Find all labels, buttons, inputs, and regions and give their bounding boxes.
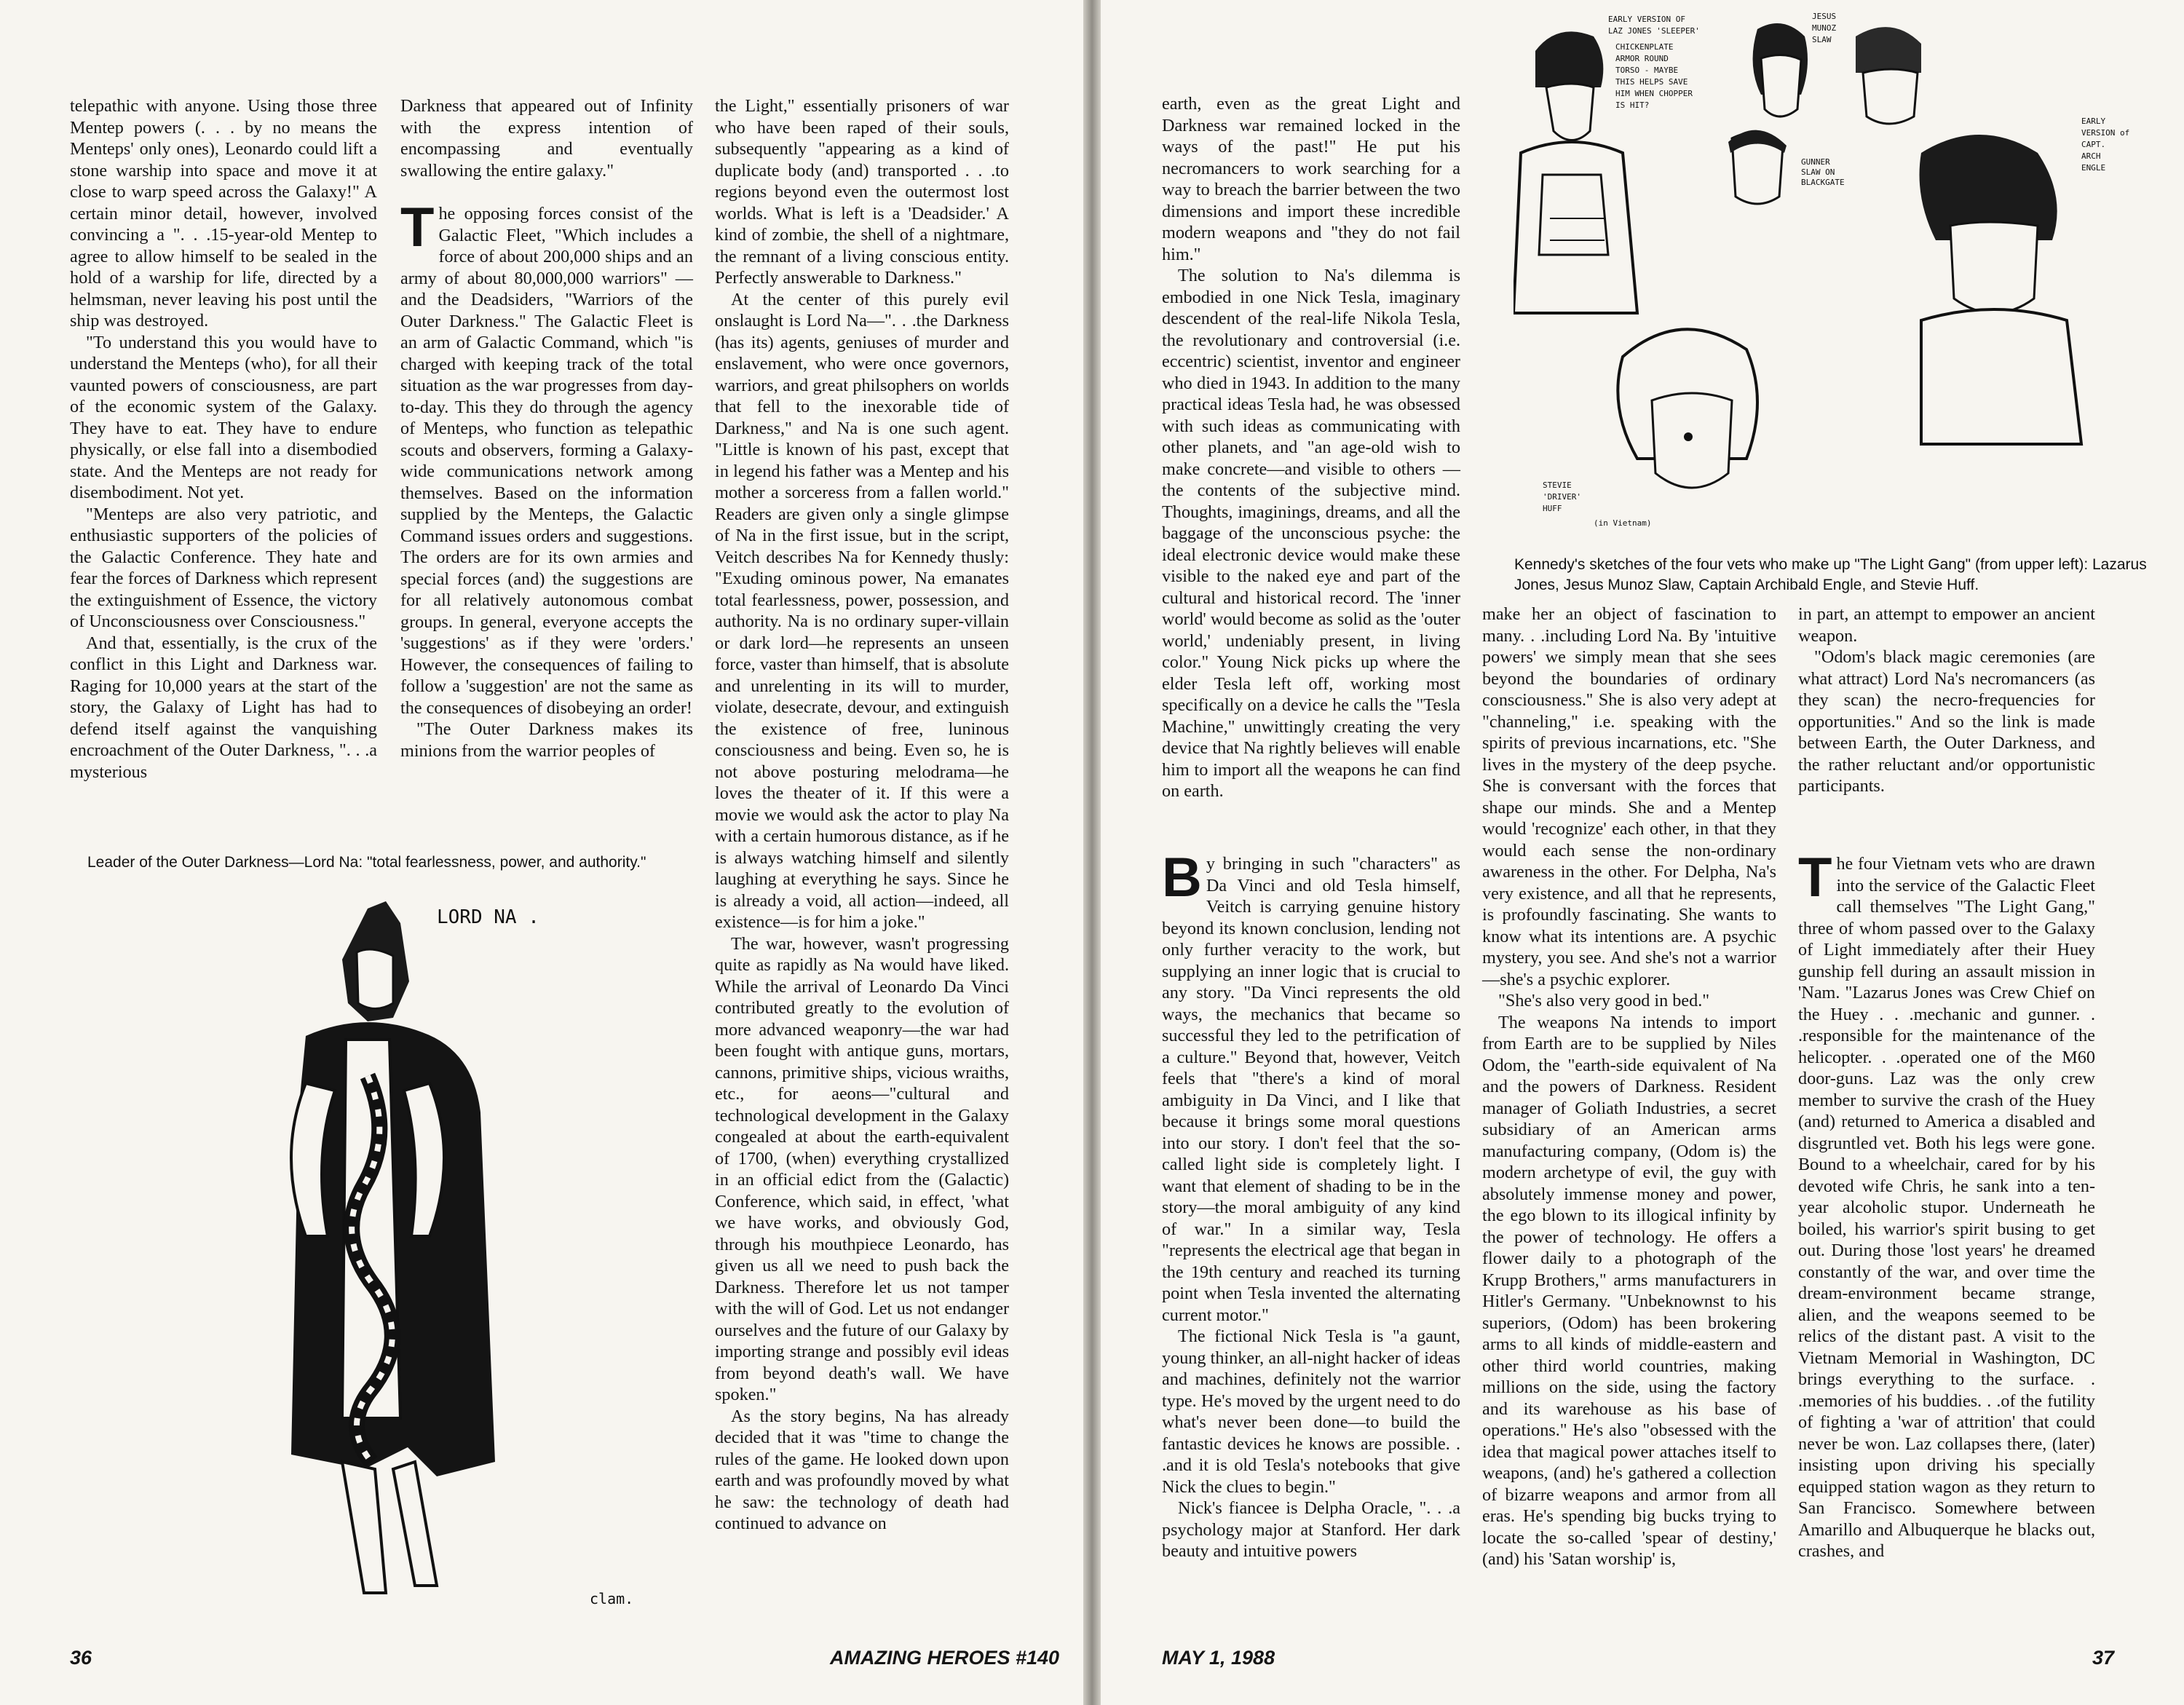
left-column-1 [70, 95, 377, 783]
paragraph: the Light," essentially prisoners of war who have been raped of their souls, subsequently "appearing as a kind of duplicate body (and) transported . . .to regions beyond even the outermost lost worlds. What is left is a 'Deadsider.' A kind of zombie, the shell of a nightmare, the remnant of a living conscious entity. Perfectly answerable to Darkness." [715, 96, 1009, 288]
paragraph: earth, even as the great Light and Darkness war remained locked in the ways of the past!" He put his necromancers to work searching for a way to breach the barrier between the two dimensions and import these incredible modern weapons and "they do not fail him." [1162, 94, 1460, 264]
light-gang-sketches [1514, 7, 2145, 546]
sketch-note: EARLY VERSION OF [1608, 15, 1685, 24]
soldier-face [1863, 69, 1918, 124]
right-column-1b [1162, 847, 1460, 1562]
paragraph [400, 197, 693, 719]
sketch-note: TORSO - MAYBE [1615, 66, 1679, 75]
stevie-face [1652, 393, 1732, 488]
drop-cap: T [400, 197, 435, 258]
paragraph: Nick's fiancee is Delpha Oracle, ". . .a psychology major at Stanford. Her dark beauty and intuitive powers [1162, 1498, 1460, 1561]
paragraph: telepathic with anyone. Using those three Mentep powers (. . . by no means the Menteps' only ones), Leonardo could lift a stone warship into space and move it at close to warp speed across the Galaxy!" A certain minor detail, however, involved convincing a ". . .15-year-old Mentep to agree to allow himself to be sealed in the hold of a warship for life, directed by a helmsman, never leaving his post until the ship was destroyed. [70, 96, 377, 331]
right-column-3b [1798, 847, 2095, 1562]
right-column-2 [1482, 604, 1776, 1570]
paragraph: The war, however, wasn't progressing quite as rapidly as Na would have liked. While the arrival of Leonardo Da Vinci contributed greatly to the evolution of more advanced weaponry—the war had been fought with antique guns, mortars, cannons, primitive ships, vicious wraiths, etc., for aeons—"cultural and technological development in the Galaxy congealed at about the earth-equivalent of 1700, (when) everything crystallized in an official edict from the (Galactic) Conference, which said, in effect, 'what we have works, and obviously God, through his mouthpiece Leonardo, has given us all we need to push back the Darkness. Therefore let us not tamper with the will of God. Let us not endanger ourselves and the future of our Galaxy by importing strange and possibly evil ideas from beyond death's wall. We have spoken." [715, 933, 1009, 1404]
engle-body [1921, 309, 2081, 444]
sketch-note: ARCH [2081, 151, 2101, 161]
sketch-note: CHICKENPLATE [1615, 42, 1674, 52]
sketch-note: BLACKGATE [1801, 178, 1845, 187]
sketch-note: EARLY [2081, 116, 2106, 126]
paragraph: And that, essentially, is the crux of the conflict in this Light and Darkness war. Raging for 10,000 years at the start of the story, the Galaxy of Light has had to defend itself against the vanquishing encroachment of the Outer Darkness, ". . .a mysterious [70, 633, 377, 782]
stevie-detail [1684, 432, 1693, 441]
laz-face [1546, 84, 1594, 141]
sketch-note: ARMOR ROUND [1615, 54, 1669, 63]
left-column-3 [715, 95, 1009, 1535]
sketch-note: MUNOZ [1812, 23, 1837, 33]
sketch-note: STEVIE [1543, 480, 1572, 490]
sketch-note: JESUS [1812, 12, 1837, 21]
art-label: LORD NA . [437, 906, 539, 928]
footer-title: AMAZING HEROES #140 [830, 1647, 1060, 1669]
paragraph: The fictional Nick Tesla is "a gaunt, young thinker, an all-night hacker of ideas and machines, definitely not the warrior type. He's moved by the urgent need to do what's never been done—to build the fantastic devices he knows are possible. . .and it is old Tesla's notebooks that give Nick the clues to begin." [1162, 1326, 1460, 1497]
sketch-note: LAZ JONES 'SLEEPER' [1608, 26, 1700, 36]
right-page [1101, 0, 2184, 1705]
page-number-right: 37 [2092, 1647, 2115, 1669]
paragraph: make her an object of fascination to many. . .including Lord Na. By 'intuitive powers' we simply mean that she sees beyond the boundaries of ordinary consciousness.'' She is also very adept at "channeling," i.e. speaking with the spirits of previous incarnations, etc. "She lives in the mystery of the deep psyche. She is conversant with the forces that shape our minds. She and a Mentep would 'recognize' each other, in that they would each sense the non-ordinary awareness in the other. For Delpha, Na's very existence, and all that he represents, is profoundly fascinating. She wants to know what its intentions are. A psychic mystery, you see. And she's not a warrior—she's a psychic explorer. [1482, 604, 1776, 989]
paragraph: "To understand this you would have to understand the Menteps (who), for all their vaunted powers of consciousness, are part of the economic system of the Galaxy. They have to eat. They have to endure physically, or else fall into a disembodied state. And the Menteps are not ready for disembodiment. Not yet. [70, 332, 377, 502]
soldier-helmet [1856, 27, 1921, 73]
paragraph: in part, an attempt to empower an ancient weapon. [1798, 604, 2095, 646]
sketch-note: HUFF [1543, 504, 1562, 513]
paragraph: At the center of this purely evil onslaught is Lord Na—". . .the Darkness (has its) agents, geniuses of murder and enslavement, who were once governors, warriors, and great philsophers on worlds that fell to the inexorable tide of Darkness," and Na is one such agent. "Little is known of his past, except that in legend his father was a Mentep and his mother a sorceress from a fallen world." Readers are given only a single glimpse of Na in the first issue, but in the script, Veitch describes Na for Kennedy thusly: "Exuding ominous power, Na emanates total fearlessness, power, possession, and authority. Na is no ordinary super-villain or dark lord—he represents an unseen force, vaster than himself, that is absolute and unrelenting in its will to murder, violate, desecrate, devour, and extinguish the existence of free, luninous consciousness and being. Even so, he is not above posturing melodrama—he loves the theater of it. If this were a movie we would ask the actor to play Na with a certain humorous distance, as if he is always watching himself and silently laughing at everything he says. Since he is already a void, all action—indeed, all existence—is for him a joke." [715, 289, 1009, 932]
paragraph [1798, 847, 2095, 1562]
sketch-note: SLAW ON [1801, 167, 1835, 177]
paragraph: "She's also very good in bed." [1498, 991, 1710, 1010]
paragraph: As the story begins, Na has already decided that it was "time to change the rules of the game. He looked down upon earth and was profoundly moved by what he saw: the technology of death had continued to advance on [715, 1406, 1009, 1533]
jesus-face [1761, 55, 1801, 116]
sketch-note: GUNNER [1801, 157, 1830, 167]
paragraph: "Odom's black magic ceremonies (are what attract) Lord Na's necromancers (as they scan) the necro-frequencies for opportunities." And so the link is made between Earth, the Outer Darkness, and the rather reluctant and/or opportunistic participants. [1798, 647, 2095, 796]
lord-na-caption: Leader of the Outer Darkness—Lord Na: "total fearlessness, power, and authority." [87, 854, 646, 871]
sketch-note: THIS HELPS SAVE [1615, 77, 1688, 87]
sketch-note: 'DRIVER' [1543, 492, 1581, 502]
left-column-2 [400, 95, 693, 761]
paragraph: "The Outer Darkness makes its minions from the warrior peoples of [400, 719, 693, 761]
book-gutter [1083, 0, 1101, 1705]
sketch-note: VERSION of [2081, 128, 2130, 138]
sketch-note: (in Vietnam) [1594, 518, 1652, 528]
laz-body [1514, 142, 1637, 313]
paragraph-text: y bringing in such "characters" as Da Vinci and old Tesla himself, Veitch is carrying genuine history beyond its known conclusion, lending not only further veracity to the work, but supplying an inner logic that is crucial to any story. "Da Vinci represents the old ways, the mechanics that became so successful they led to the petrification of a culture." Beyond that, however, Veitch feels that "there's a kind of moral ambiguity in Da Vinci, and I like that because it brings some moral questions into our story. I don't feel that the so-called light side is completely light. I want that element of shading to be in the story—the moral ambiguity of any kind of war." In a similar way, Tesla "represents the electrical age that began in the 19th century and reached its turning point when Tesla invented the alternating current motor." [1162, 854, 1460, 1325]
paragraph-text: he opposing forces consist of the Galactic Fleet, "Which includes a force of about 200,000 ships and an army of about 80,000,000 warriors" —and the Deadsiders, "Warriors of the Outer Darkness." The Galactic Fleet is an arm of Galactic Command, which "is charged with keeping track of the total situation as the war progresses from day-to-day. This they do through the agency of Menteps, who function as telepathic scouts and observers, forming a Galaxy-wide communications network among themselves. Based on the information supplied by the Menteps, the Galactic Command issues orders and suggestions. The orders are for its own armies and special forces (and) the suggestions are for all relatively autonomous combat groups. In general, everyone accepts the 'suggestions' as if they were 'orders.' However, the consequences of failing to follow a 'suggestion' are not the same as the consequences of disobeying an order! [400, 204, 693, 718]
drop-cap: T [1798, 847, 1832, 909]
sketch-note: IS HIT? [1615, 100, 1650, 110]
lord-na-face [357, 949, 393, 1009]
sketch-note: HIM WHEN CHOPPER [1615, 89, 1693, 98]
drop-cap: B [1162, 847, 1202, 909]
lord-na-illustration [218, 894, 655, 1629]
laz-helmet [1535, 31, 1603, 87]
right-column-1 [1162, 93, 1460, 802]
art-signature: clam. [590, 1590, 634, 1607]
paragraph: Darkness that appeared out of Infinity with the express intention of encompassing and eventually swallowing the entire galaxy." [400, 96, 693, 181]
paragraph: The solution to Na's dilemma is embodied in one Nick Tesla, imaginary descendent of the real-life Nikola Tesla, the revolutionary and controversial (i.e. eccentric) scientist, inventor and engineer who died in 1943. In addition to the many practical ideas Tesla had, he was obsessed with such ideas as communicating with other planets, and "an age-old wish to make concrete—and visible to others —the contents of the subjective mind. Thoughts, imaginings, dreams, and all the baggage of the unconscious psyche: the ideal electronic device would make these visible to the naked eye and part of the cultural and historical record. The 'inner world' would become as solid as the 'outer world,' undeniably present, in living color." Young Nick picks up where the elder Tesla left off, working most specifically on a device he calls the "Tesla Machine," unwittingly creating the very device that Na rightly believes will enable him to import all the weapons he can find on earth. [1162, 266, 1460, 801]
paragraph [1162, 847, 1460, 1326]
sketch-note: ENGLE [2081, 163, 2106, 173]
footer-date: MAY 1, 1988 [1162, 1647, 1275, 1669]
paragraph-text: he four Vietnam vets who are drawn into the service of the Galactic Fleet call themselves "The Light Gang," three of whom passed over to the Galaxy of Light immediately after their Huey gunship fell during an assault mission in 'Nam. "Lazarus Jones was Crew Chief on the Huey . . .mechanic and gunner. . .responsible for the maintenance of the helicopter. . .operated one of the M60 door-guns. Laz was the only crew member to survive the crash of the Huey (and) returned to America a disabled and disgruntled vet. Both his legs were gone. Bound to a wheelchair, cared for by his devoted wife Chris, he sank into a ten-year alcoholic stupor. Underneath he boiled, his warrior's spirit busing to get out. During those 'lost years' he dreamed constantly of the war, and over time the dream-environment became strange, alien, and the weapons seemed to be relics of the distant past. A visit to the Vietnam Memorial in Washington, DC brings everything to the surface. . .memories of his buddies. . .of the futility of fighting a 'war of attrition' that could never be won. Laz collapses there, (later) insisting upon driving his specially equipped station wagon as they return to San Francisco. Somewhere between Amarillo and Albuquerque he blacks out, crashes, and [1798, 854, 2095, 1561]
paragraph: "Menteps are also very patriotic, and enthusiastic supporters of the policies of the Galactic Conference. They hate and fear the forces of Darkness which represent the extinguishment of Essence, the victory of Unconsciousness over Consciousness." [70, 504, 377, 631]
paragraph: The weapons Na intends to import from Earth are to be supplied by Niles Odom, the "earth-side equivalent of Na and the powers of Darkness. Resident manager of Goliath Industries, a secret subsidiary of an American arms manufacturing company, (Odom is) the modern archetype of evil, the guy with absolutely immense money and power, the ego blown to its illogical infinity by the power of technology. He offers a flower daily to a photograph of the Krupp Brothers," arms manufacturers in Hitler's Germany. "Unbeknownst to his superiors, (Odom) has been brokering arms to all kinds of middle-eastern and other third world countries, making millions on the side, using the factory and its warehouse as his base of operations." He's also "obsessed with the idea that magical power attaches itself to weapons, (and) he's gathered a collection of bizarre weapons and armor from all eras. He's spending big bucks trying to locate the so-called 'spear of destiny,' (and) his 'Satan worship' is, [1482, 1012, 1776, 1569]
light-gang-caption: Kennedy's sketches of the four vets who make up "The Light Gang" (from upper left): Lazarus Jones, Jesus Munoz Slaw, Captain Archibald Engle, and Stevie Huff. [1514, 556, 2147, 593]
lord-na-right-leg [393, 1462, 437, 1586]
right-column-3 [1798, 604, 2095, 797]
page-number-left: 36 [70, 1647, 92, 1669]
sketch-note: CAPT. [2081, 140, 2106, 149]
lord-na-left-leg [342, 1462, 386, 1593]
left-page [0, 0, 1083, 1705]
engle-face [1950, 222, 2038, 313]
sketch-note: SLAW [1812, 35, 1832, 44]
